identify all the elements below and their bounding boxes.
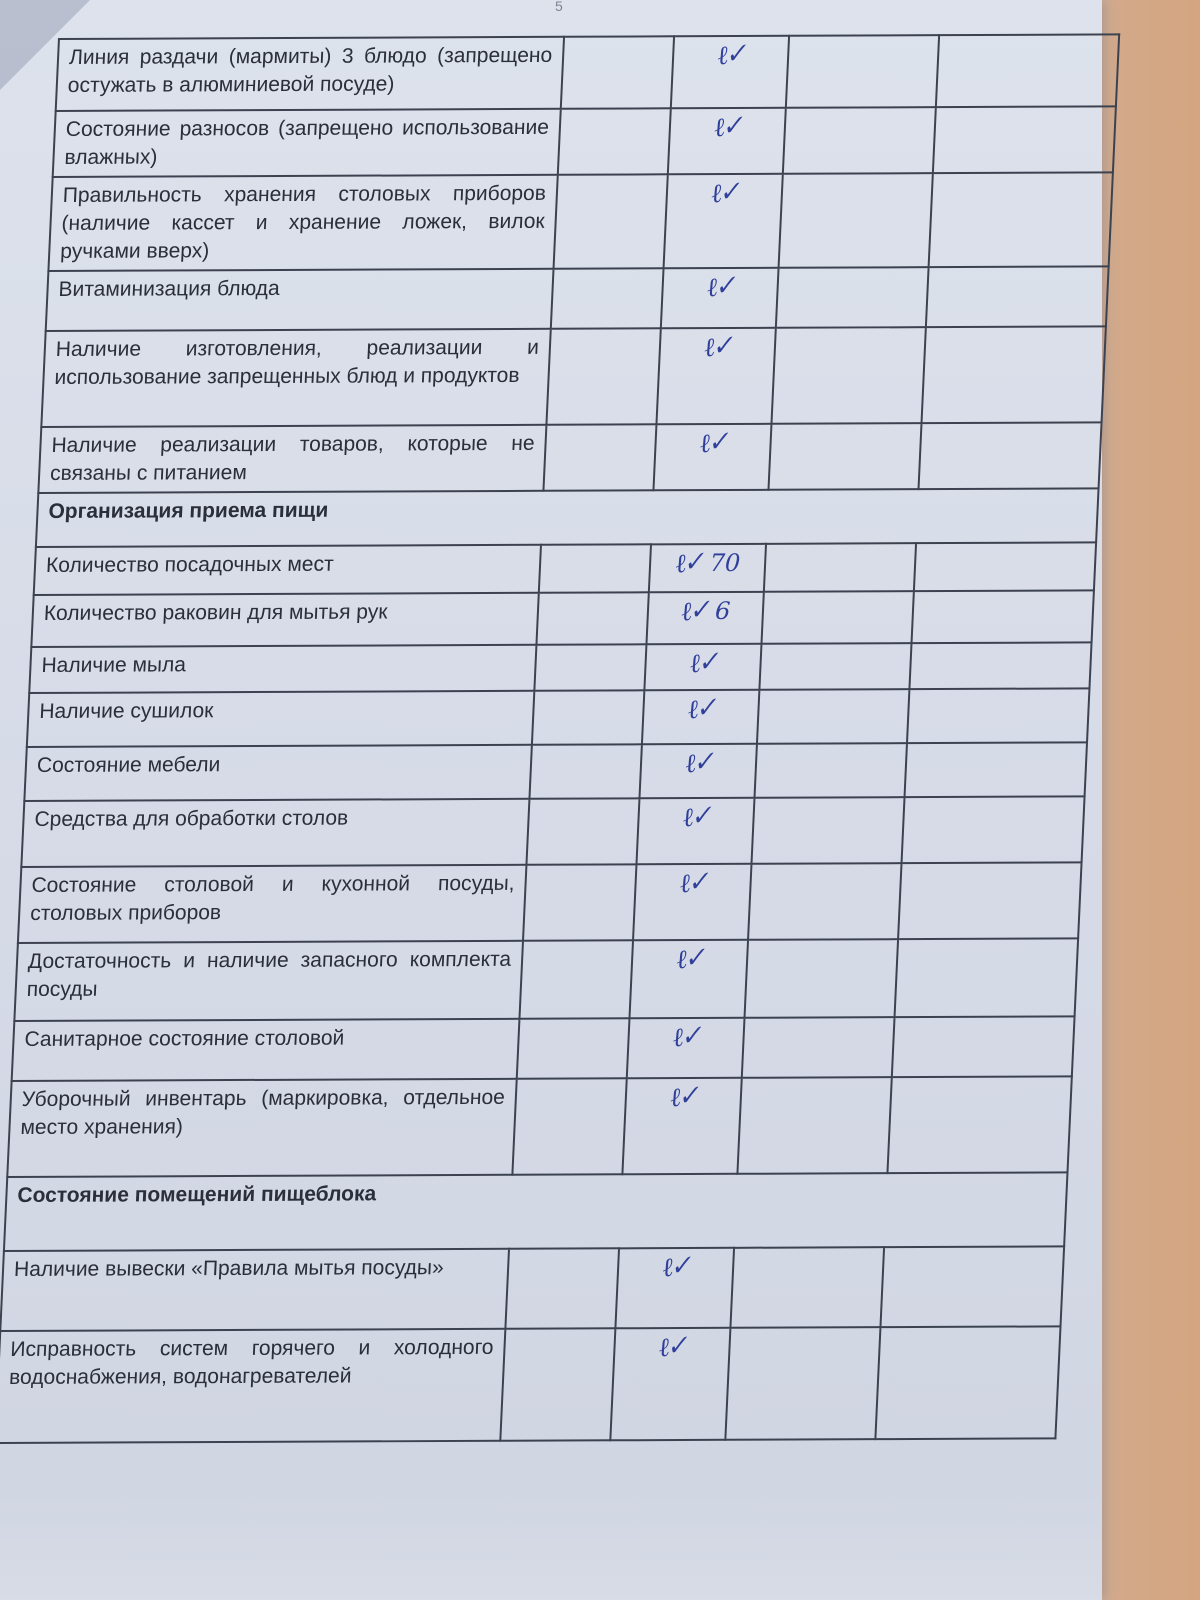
empty-cell xyxy=(558,108,671,174)
empty-cell xyxy=(936,34,1119,107)
empty-cell xyxy=(539,544,651,592)
check-cell xyxy=(664,174,783,269)
row-label: Наличие вывески «Правила мытья посуды» xyxy=(0,1249,509,1331)
section-heading: Организация приема пищи xyxy=(36,488,1099,547)
row-label: Количество раковин для мытья рук xyxy=(31,593,538,647)
row-label: Уборочный инвентарь (маркировка, отдельное место хранения) xyxy=(7,1079,516,1177)
empty-cell xyxy=(512,1078,626,1174)
row-label: Исправность систем горячего и холодного водоснабжения, водонагревателей xyxy=(0,1329,505,1443)
checklist-rows xyxy=(0,34,1119,1443)
row-label: Санитарное состояние столовой xyxy=(12,1019,520,1081)
handwritten-check-mark: ℓ✓ xyxy=(705,270,735,304)
empty-cell xyxy=(737,1077,891,1174)
table-row xyxy=(31,590,1094,647)
handwritten-check-mark: ℓ✓ xyxy=(678,866,708,900)
empty-cell xyxy=(546,328,660,424)
table-row xyxy=(53,106,1116,177)
handwritten-check-mark: ℓ✓ xyxy=(698,426,728,460)
empty-cell xyxy=(771,327,925,424)
handwritten-check-mark: ℓ✓ xyxy=(679,594,709,628)
empty-cell xyxy=(768,423,921,490)
row-label: Достаточность и наличие запасного комплекта посуды xyxy=(14,941,523,1021)
empty-cell xyxy=(500,1328,615,1440)
table-row xyxy=(34,542,1096,595)
handwritten-check-mark: ℓ✓ xyxy=(686,692,716,726)
check-cell xyxy=(636,798,754,865)
empty-cell xyxy=(517,1018,630,1078)
row-label: Состояние разносов (запрещено использование влажных) xyxy=(53,109,561,177)
checklist-sheet xyxy=(0,33,1118,1444)
handwritten-check-mark: ℓ✓ xyxy=(702,330,733,364)
table-row xyxy=(14,938,1078,1021)
check-cell xyxy=(642,690,759,745)
empty-cell xyxy=(892,1016,1075,1077)
empty-cell xyxy=(929,172,1113,267)
table-row xyxy=(38,422,1101,493)
check-cell xyxy=(633,864,751,941)
handwritten-check-mark: ℓ✓ xyxy=(674,942,705,976)
check-cell xyxy=(649,544,766,593)
check-cell xyxy=(639,744,756,799)
empty-cell xyxy=(529,744,641,798)
table-row xyxy=(18,862,1082,943)
table-row xyxy=(12,1016,1075,1081)
empty-cell xyxy=(922,326,1106,423)
check-cell xyxy=(622,1078,741,1175)
empty-cell xyxy=(752,797,905,864)
empty-cell xyxy=(907,688,1089,743)
table-row xyxy=(7,1076,1072,1177)
check-cell xyxy=(629,940,748,1019)
empty-cell xyxy=(725,1327,880,1440)
empty-cell xyxy=(759,643,911,690)
handwritten-check-mark: ℓ✓ xyxy=(673,546,704,580)
empty-cell xyxy=(909,642,1091,689)
empty-cell xyxy=(536,592,648,644)
check-cell xyxy=(627,1018,745,1079)
empty-cell xyxy=(505,1248,619,1328)
row-label: Витаминизация блюда xyxy=(46,269,554,331)
check-cell xyxy=(615,1248,734,1329)
empty-cell xyxy=(730,1247,884,1328)
handwritten-check-mark: ℓ✓ xyxy=(712,110,743,144)
empty-cell xyxy=(532,690,644,744)
table-row xyxy=(48,172,1112,271)
handwritten-check-mark: ℓ✓ xyxy=(683,746,714,780)
page-number: 5 xyxy=(555,0,563,14)
table-row xyxy=(41,326,1106,427)
empty-cell xyxy=(554,174,668,268)
handwritten-check-mark: ℓ✓ xyxy=(716,38,746,72)
empty-cell xyxy=(776,267,929,328)
empty-cell xyxy=(902,796,1085,863)
handwritten-note: 6 xyxy=(714,596,732,626)
empty-cell xyxy=(761,591,913,644)
row-label: Средства для обработки столов xyxy=(21,799,529,867)
table-row xyxy=(0,1326,1060,1443)
table-row xyxy=(29,642,1091,693)
row-label: Количество посадочных мест xyxy=(34,545,541,595)
empty-cell xyxy=(543,424,656,490)
empty-cell xyxy=(905,742,1087,797)
handwritten-check-mark: ℓ✓ xyxy=(688,646,718,680)
check-cell xyxy=(656,328,775,425)
handwritten-check-mark: ℓ✓ xyxy=(657,1330,687,1364)
row-label: Правильность хранения столовых приборов (наличие кассет и хранение ложек, вилок ручками вверх) xyxy=(48,175,557,271)
empty-cell xyxy=(519,940,633,1018)
page-bottom-shade xyxy=(0,1478,1102,1600)
table-row xyxy=(24,742,1087,801)
empty-cell xyxy=(895,938,1079,1017)
empty-cell xyxy=(754,743,906,798)
handwritten-check-mark: ℓ✓ xyxy=(661,1250,691,1284)
section-row xyxy=(4,1172,1068,1251)
table-row xyxy=(0,1246,1064,1331)
handwritten-check-mark: ℓ✓ xyxy=(668,1080,699,1114)
table-row xyxy=(56,34,1119,111)
empty-cell xyxy=(912,590,1094,643)
check-cell xyxy=(644,644,761,691)
empty-cell xyxy=(779,173,933,268)
checklist-table xyxy=(0,33,1120,1444)
row-label: Наличие мыла xyxy=(29,645,536,693)
row-label: Линия раздачи (мармиты) 3 блюдо (запрещено остужать в алюминиевой посуде) xyxy=(56,37,564,111)
table-row xyxy=(27,688,1090,747)
empty-cell xyxy=(926,266,1109,327)
section-heading: Состояние помещений пищеблока xyxy=(4,1172,1068,1251)
table-row xyxy=(46,266,1109,331)
handwritten-note: 70 xyxy=(709,548,741,578)
empty-cell xyxy=(914,542,1096,591)
empty-cell xyxy=(919,422,1102,489)
empty-cell xyxy=(742,1017,895,1078)
row-label: Наличие сушилок xyxy=(27,691,535,747)
empty-cell xyxy=(764,543,916,592)
empty-cell xyxy=(887,1076,1071,1173)
row-label: Состояние мебели xyxy=(24,745,532,801)
empty-cell xyxy=(551,268,664,328)
empty-cell xyxy=(561,36,674,108)
check-cell xyxy=(668,108,786,175)
empty-cell xyxy=(786,35,939,108)
row-label: Состояние столовой и кухонной посуды, столовых приборов xyxy=(18,865,527,943)
empty-cell xyxy=(880,1246,1064,1327)
handwritten-check-mark: ℓ✓ xyxy=(671,1020,701,1054)
empty-cell xyxy=(783,107,936,174)
empty-cell xyxy=(757,689,909,744)
check-cell xyxy=(653,424,771,491)
row-label: Наличие изготовления, реализации и использование запрещенных блюд и продуктов xyxy=(41,329,550,427)
empty-cell xyxy=(748,863,901,940)
empty-cell xyxy=(745,939,899,1018)
row-label: Наличие реализации товаров, которые не связаны с питанием xyxy=(38,425,546,493)
empty-cell xyxy=(875,1326,1060,1439)
empty-cell xyxy=(534,644,646,690)
table-row xyxy=(21,796,1084,867)
check-cell xyxy=(671,36,789,109)
check-cell xyxy=(646,592,763,645)
empty-cell xyxy=(523,864,636,940)
check-cell xyxy=(661,268,779,329)
empty-cell xyxy=(526,798,639,864)
handwritten-check-mark: ℓ✓ xyxy=(681,800,711,834)
check-cell xyxy=(610,1328,730,1441)
empty-cell xyxy=(933,106,1116,173)
empty-cell xyxy=(898,862,1081,939)
handwritten-check-mark: ℓ✓ xyxy=(709,176,740,210)
section-row xyxy=(36,488,1099,547)
